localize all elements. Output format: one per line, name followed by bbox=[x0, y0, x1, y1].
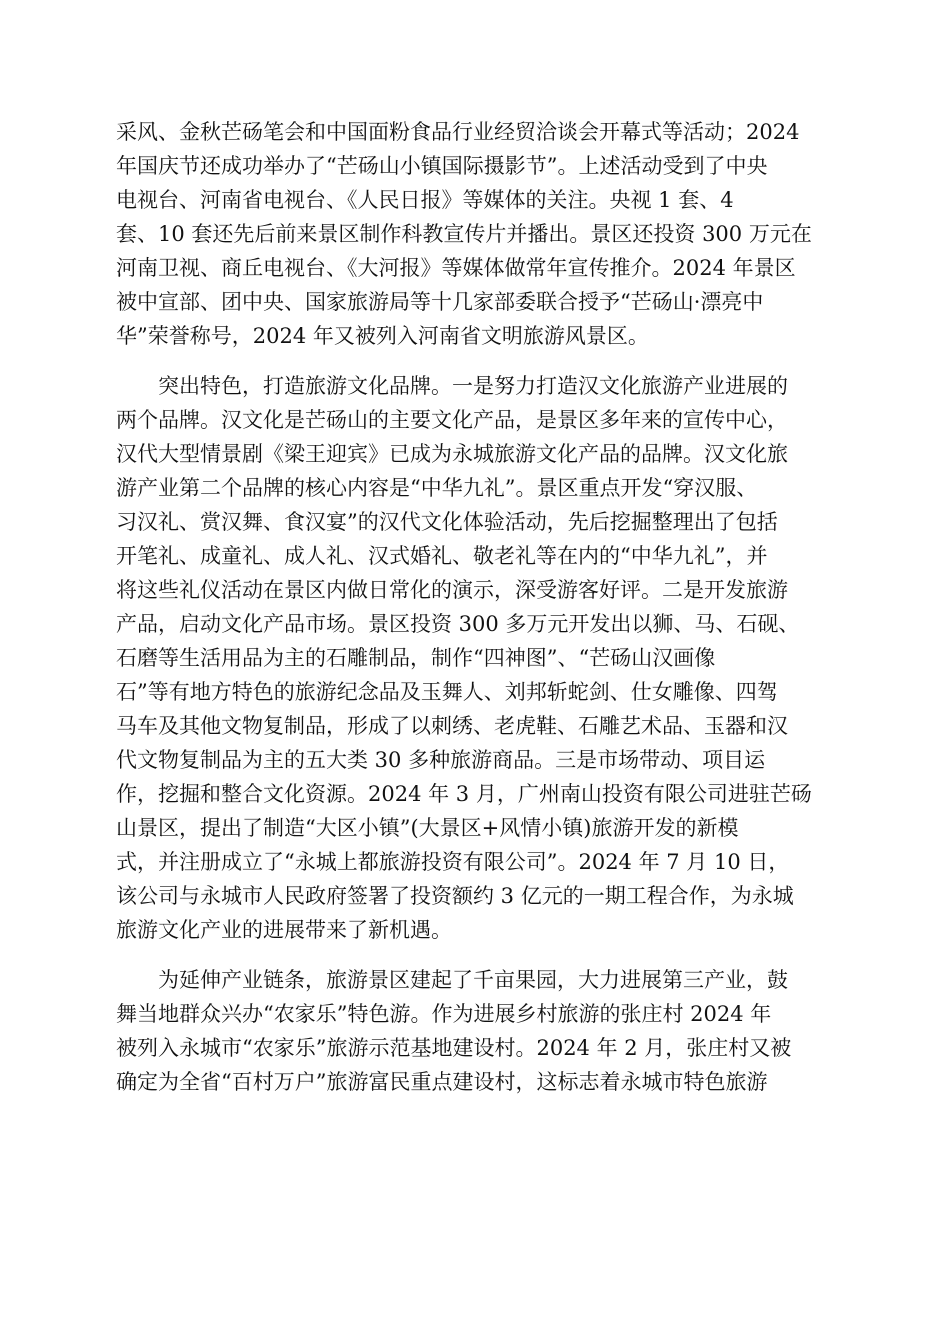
text-line: 汉代大型情景剧《梁王迎宾》已成为永城旅游文化产品的品牌。汉文化旅 bbox=[116, 442, 788, 466]
text-line: 被中宣部、团中央、国家旅游局等十几家部委联合授予“芒砀山·漂亮中 bbox=[116, 290, 764, 314]
text-line: 年国庆节还成功举办了“芒砀山小镇国际摄影节”。上述活动受到了中央 bbox=[116, 154, 768, 178]
text-line: 开笔礼、成童礼、成人礼、汉式婚礼、敬老礼等在内的“中华九礼”，并 bbox=[116, 544, 768, 568]
text-line: 旅游文化产业的进展带来了新机遇。 bbox=[116, 918, 452, 942]
text-line: 游产业第二个品牌的核心内容是“中华九礼”。景区重点开发“穿汉服、 bbox=[116, 476, 758, 500]
text-line: 确定为全省“百村万户”旅游富民重点建设村，这标志着永城市特色旅游 bbox=[116, 1070, 768, 1094]
text-line: 马车及其他文物复制品，形成了以刺绣、老虎鞋、石雕艺术品、玉器和汉 bbox=[116, 714, 788, 738]
text-line: 山景区，提出了制造“大区小镇”(大景区+风情小镇)旅游开发的新模 bbox=[116, 816, 739, 840]
text-line: 舞当地群众兴办“农家乐”特色游。作为进展乡村旅游的张庄村 2024 年 bbox=[116, 1002, 772, 1026]
text-line: 作，挖掘和整合文化资源。2024 年 3 月，广州南山投资有限公司进驻芒砀 bbox=[116, 782, 812, 806]
text-line: 河南卫视、商丘电视台、《大河报》等媒体做常年宣传推介。2024 年景区 bbox=[116, 256, 796, 280]
text-line: 式，并注册成立了“永城上都旅游投资有限公司”。2024 年 7 月 10 日， bbox=[116, 850, 790, 874]
text-line: 突出特色，打造旅游文化品牌。一是努力打造汉文化旅游产业进展的 bbox=[158, 374, 788, 398]
text-line: 习汉礼、赏汉舞、食汉宴”的汉代文化体验活动，先后挖掘整理出了包括 bbox=[116, 510, 778, 534]
text-line: 产品，启动文化产品市场。景区投资 300 多万元开发出以狮、马、石砚、 bbox=[116, 612, 800, 636]
text-line: 为延伸产业链条，旅游景区建起了千亩果园，大力进展第三产业，鼓 bbox=[158, 968, 788, 992]
text-line: 华”荣誉称号，2024 年又被列入河南省文明旅游风景区。 bbox=[116, 324, 649, 348]
text-line: 电视台、河南省电视台、《人民日报》等媒体的关注。央视 1 套、4 bbox=[116, 188, 734, 212]
text-line: 石磨等生活用品为主的石雕制品，制作“四神图”、“芒砀山汉画像 bbox=[116, 646, 716, 670]
text-line: 该公司与永城市人民政府签署了投资额约 3 亿元的一期工程合作，为永城 bbox=[116, 884, 794, 908]
text-line: 两个品牌。汉文化是芒砀山的主要文化产品，是景区多年来的宣传中心， bbox=[116, 408, 788, 432]
text-line: 被列入永城市“农家乐”旅游示范基地建设村。2024 年 2 月，张庄村又被 bbox=[116, 1036, 792, 1060]
text-line: 将这些礼仪活动在景区内做日常化的演示，深受游客好评。二是开发旅游 bbox=[116, 578, 788, 602]
text-line: 采风、金秋芒砀笔会和中国面粉食品行业经贸洽谈会开幕式等活动；2024 bbox=[116, 120, 800, 144]
text-line: 代文物复制品为主的五大类 30 多种旅游商品。三是市场带动、项目运 bbox=[116, 748, 766, 772]
text-line: 石”等有地方特色的旅游纪念品及玉舞人、刘邦斩蛇剑、仕女雕像、四驾 bbox=[116, 680, 778, 704]
text-line: 套、10 套还先后前来景区制作科教宣传片并播出。景区还投资 300 万元在 bbox=[116, 222, 812, 246]
